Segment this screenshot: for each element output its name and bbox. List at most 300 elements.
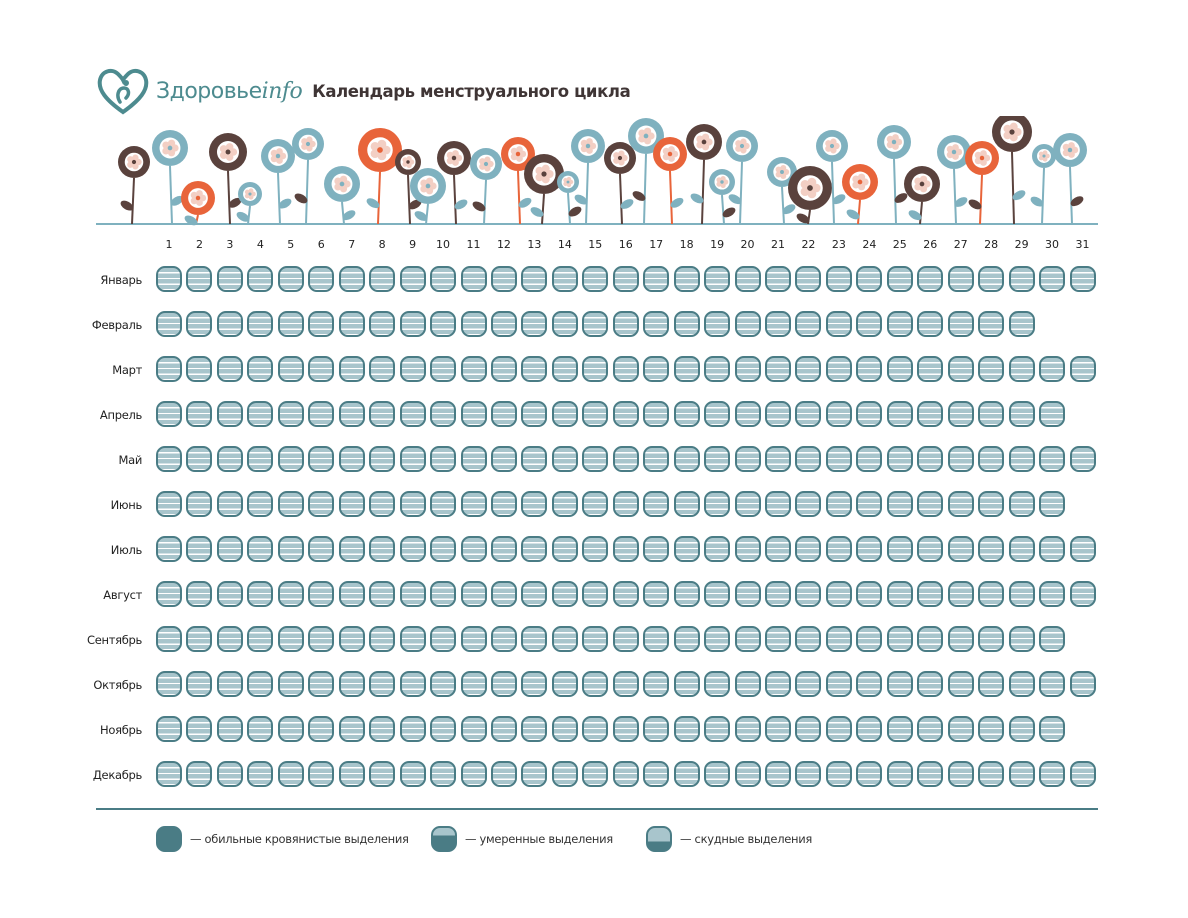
- day-cell[interactable]: [461, 446, 487, 472]
- day-cell[interactable]: [156, 446, 182, 472]
- day-cell[interactable]: [795, 671, 821, 697]
- day-cell[interactable]: [247, 401, 273, 427]
- day-cell[interactable]: [765, 311, 791, 337]
- day-cell[interactable]: [1009, 536, 1035, 562]
- day-cell[interactable]: [948, 761, 974, 787]
- day-cell[interactable]: [765, 581, 791, 607]
- day-cell[interactable]: [369, 581, 395, 607]
- day-cell[interactable]: [369, 671, 395, 697]
- day-cell[interactable]: [1039, 716, 1065, 742]
- day-cell[interactable]: [978, 761, 1004, 787]
- day-cell[interactable]: [1009, 446, 1035, 472]
- day-cell[interactable]: [795, 311, 821, 337]
- day-cell[interactable]: [582, 626, 608, 652]
- day-cell[interactable]: [613, 716, 639, 742]
- day-cell[interactable]: [887, 671, 913, 697]
- day-cell[interactable]: [521, 716, 547, 742]
- day-cell[interactable]: [461, 626, 487, 652]
- day-cell[interactable]: [674, 446, 700, 472]
- day-cell[interactable]: [461, 761, 487, 787]
- day-cell[interactable]: [856, 536, 882, 562]
- day-cell[interactable]: [430, 311, 456, 337]
- day-cell[interactable]: [795, 761, 821, 787]
- day-cell[interactable]: [978, 626, 1004, 652]
- day-cell[interactable]: [887, 716, 913, 742]
- day-cell[interactable]: [765, 401, 791, 427]
- day-cell[interactable]: [186, 401, 212, 427]
- day-cell[interactable]: [1070, 356, 1096, 382]
- day-cell[interactable]: [674, 626, 700, 652]
- day-cell[interactable]: [613, 761, 639, 787]
- day-cell[interactable]: [856, 716, 882, 742]
- day-cell[interactable]: [948, 581, 974, 607]
- day-cell[interactable]: [339, 581, 365, 607]
- day-cell[interactable]: [339, 446, 365, 472]
- day-cell[interactable]: [461, 401, 487, 427]
- day-cell[interactable]: [521, 266, 547, 292]
- day-cell[interactable]: [887, 311, 913, 337]
- day-cell[interactable]: [735, 761, 761, 787]
- day-cell[interactable]: [643, 446, 669, 472]
- day-cell[interactable]: [887, 401, 913, 427]
- day-cell[interactable]: [247, 581, 273, 607]
- day-cell[interactable]: [704, 581, 730, 607]
- day-cell[interactable]: [582, 401, 608, 427]
- day-cell[interactable]: [217, 536, 243, 562]
- day-cell[interactable]: [948, 356, 974, 382]
- day-cell[interactable]: [582, 356, 608, 382]
- day-cell[interactable]: [826, 581, 852, 607]
- day-cell[interactable]: [917, 401, 943, 427]
- day-cell[interactable]: [856, 446, 882, 472]
- day-cell[interactable]: [978, 536, 1004, 562]
- day-cell[interactable]: [400, 716, 426, 742]
- day-cell[interactable]: [704, 401, 730, 427]
- day-cell[interactable]: [704, 311, 730, 337]
- day-cell[interactable]: [430, 581, 456, 607]
- day-cell[interactable]: [917, 356, 943, 382]
- day-cell[interactable]: [1009, 401, 1035, 427]
- day-cell[interactable]: [156, 536, 182, 562]
- day-cell[interactable]: [856, 761, 882, 787]
- day-cell[interactable]: [674, 761, 700, 787]
- day-cell[interactable]: [400, 356, 426, 382]
- day-cell[interactable]: [430, 536, 456, 562]
- day-cell[interactable]: [339, 356, 365, 382]
- day-cell[interactable]: [948, 446, 974, 472]
- day-cell[interactable]: [795, 446, 821, 472]
- day-cell[interactable]: [674, 491, 700, 517]
- day-cell[interactable]: [978, 581, 1004, 607]
- day-cell[interactable]: [461, 266, 487, 292]
- day-cell[interactable]: [461, 311, 487, 337]
- day-cell[interactable]: [217, 716, 243, 742]
- day-cell[interactable]: [186, 581, 212, 607]
- day-cell[interactable]: [1009, 761, 1035, 787]
- day-cell[interactable]: [217, 401, 243, 427]
- day-cell[interactable]: [735, 401, 761, 427]
- day-cell[interactable]: [430, 356, 456, 382]
- day-cell[interactable]: [856, 356, 882, 382]
- day-cell[interactable]: [917, 761, 943, 787]
- day-cell[interactable]: [826, 626, 852, 652]
- day-cell[interactable]: [1070, 266, 1096, 292]
- day-cell[interactable]: [278, 401, 304, 427]
- day-cell[interactable]: [186, 356, 212, 382]
- day-cell[interactable]: [735, 671, 761, 697]
- day-cell[interactable]: [278, 581, 304, 607]
- day-cell[interactable]: [186, 536, 212, 562]
- day-cell[interactable]: [186, 446, 212, 472]
- day-cell[interactable]: [795, 536, 821, 562]
- day-cell[interactable]: [552, 761, 578, 787]
- day-cell[interactable]: [917, 671, 943, 697]
- day-cell[interactable]: [339, 761, 365, 787]
- day-cell[interactable]: [765, 761, 791, 787]
- day-cell[interactable]: [308, 491, 334, 517]
- day-cell[interactable]: [521, 536, 547, 562]
- day-cell[interactable]: [552, 581, 578, 607]
- day-cell[interactable]: [278, 536, 304, 562]
- day-cell[interactable]: [826, 266, 852, 292]
- day-cell[interactable]: [765, 356, 791, 382]
- day-cell[interactable]: [430, 266, 456, 292]
- day-cell[interactable]: [917, 716, 943, 742]
- day-cell[interactable]: [613, 671, 639, 697]
- day-cell[interactable]: [461, 356, 487, 382]
- day-cell[interactable]: [278, 626, 304, 652]
- day-cell[interactable]: [278, 761, 304, 787]
- day-cell[interactable]: [430, 716, 456, 742]
- day-cell[interactable]: [339, 626, 365, 652]
- day-cell[interactable]: [704, 446, 730, 472]
- day-cell[interactable]: [400, 266, 426, 292]
- day-cell[interactable]: [552, 311, 578, 337]
- day-cell[interactable]: [430, 671, 456, 697]
- day-cell[interactable]: [704, 671, 730, 697]
- day-cell[interactable]: [156, 311, 182, 337]
- day-cell[interactable]: [735, 581, 761, 607]
- day-cell[interactable]: [795, 401, 821, 427]
- day-cell[interactable]: [674, 581, 700, 607]
- day-cell[interactable]: [1009, 626, 1035, 652]
- day-cell[interactable]: [735, 356, 761, 382]
- day-cell[interactable]: [582, 536, 608, 562]
- day-cell[interactable]: [308, 581, 334, 607]
- day-cell[interactable]: [795, 356, 821, 382]
- day-cell[interactable]: [217, 671, 243, 697]
- day-cell[interactable]: [1039, 356, 1065, 382]
- day-cell[interactable]: [735, 266, 761, 292]
- day-cell[interactable]: [826, 536, 852, 562]
- day-cell[interactable]: [613, 311, 639, 337]
- day-cell[interactable]: [887, 581, 913, 607]
- day-cell[interactable]: [704, 491, 730, 517]
- day-cell[interactable]: [978, 266, 1004, 292]
- day-cell[interactable]: [948, 626, 974, 652]
- day-cell[interactable]: [887, 491, 913, 517]
- day-cell[interactable]: [674, 401, 700, 427]
- day-cell[interactable]: [400, 401, 426, 427]
- day-cell[interactable]: [217, 446, 243, 472]
- day-cell[interactable]: [978, 716, 1004, 742]
- day-cell[interactable]: [704, 761, 730, 787]
- day-cell[interactable]: [917, 266, 943, 292]
- day-cell[interactable]: [735, 446, 761, 472]
- day-cell[interactable]: [1039, 581, 1065, 607]
- day-cell[interactable]: [156, 356, 182, 382]
- day-cell[interactable]: [917, 626, 943, 652]
- day-cell[interactable]: [339, 671, 365, 697]
- day-cell[interactable]: [247, 266, 273, 292]
- day-cell[interactable]: [674, 536, 700, 562]
- day-cell[interactable]: [278, 311, 304, 337]
- day-cell[interactable]: [217, 266, 243, 292]
- day-cell[interactable]: [461, 716, 487, 742]
- day-cell[interactable]: [1039, 626, 1065, 652]
- day-cell[interactable]: [369, 311, 395, 337]
- day-cell[interactable]: [735, 626, 761, 652]
- day-cell[interactable]: [491, 311, 517, 337]
- day-cell[interactable]: [156, 671, 182, 697]
- day-cell[interactable]: [308, 446, 334, 472]
- day-cell[interactable]: [582, 671, 608, 697]
- day-cell[interactable]: [278, 446, 304, 472]
- day-cell[interactable]: [1070, 536, 1096, 562]
- day-cell[interactable]: [552, 401, 578, 427]
- day-cell[interactable]: [917, 491, 943, 517]
- day-cell[interactable]: [948, 311, 974, 337]
- day-cell[interactable]: [521, 671, 547, 697]
- day-cell[interactable]: [826, 311, 852, 337]
- day-cell[interactable]: [491, 536, 517, 562]
- day-cell[interactable]: [735, 491, 761, 517]
- day-cell[interactable]: [826, 491, 852, 517]
- day-cell[interactable]: [582, 491, 608, 517]
- day-cell[interactable]: [369, 761, 395, 787]
- day-cell[interactable]: [1039, 266, 1065, 292]
- day-cell[interactable]: [674, 356, 700, 382]
- day-cell[interactable]: [521, 446, 547, 472]
- day-cell[interactable]: [369, 626, 395, 652]
- day-cell[interactable]: [521, 581, 547, 607]
- day-cell[interactable]: [948, 401, 974, 427]
- day-cell[interactable]: [186, 761, 212, 787]
- day-cell[interactable]: [1039, 401, 1065, 427]
- day-cell[interactable]: [186, 266, 212, 292]
- day-cell[interactable]: [1070, 671, 1096, 697]
- day-cell[interactable]: [217, 356, 243, 382]
- day-cell[interactable]: [156, 761, 182, 787]
- day-cell[interactable]: [948, 536, 974, 562]
- day-cell[interactable]: [674, 266, 700, 292]
- day-cell[interactable]: [674, 311, 700, 337]
- day-cell[interactable]: [917, 311, 943, 337]
- day-cell[interactable]: [308, 626, 334, 652]
- day-cell[interactable]: [856, 671, 882, 697]
- day-cell[interactable]: [247, 536, 273, 562]
- day-cell[interactable]: [521, 761, 547, 787]
- day-cell[interactable]: [704, 356, 730, 382]
- day-cell[interactable]: [247, 446, 273, 472]
- day-cell[interactable]: [491, 671, 517, 697]
- day-cell[interactable]: [948, 491, 974, 517]
- day-cell[interactable]: [948, 716, 974, 742]
- day-cell[interactable]: [826, 356, 852, 382]
- day-cell[interactable]: [247, 491, 273, 517]
- day-cell[interactable]: [674, 671, 700, 697]
- day-cell[interactable]: [856, 626, 882, 652]
- day-cell[interactable]: [308, 401, 334, 427]
- day-cell[interactable]: [674, 716, 700, 742]
- day-cell[interactable]: [430, 761, 456, 787]
- day-cell[interactable]: [369, 266, 395, 292]
- day-cell[interactable]: [795, 581, 821, 607]
- day-cell[interactable]: [430, 401, 456, 427]
- day-cell[interactable]: [247, 311, 273, 337]
- day-cell[interactable]: [156, 581, 182, 607]
- day-cell[interactable]: [430, 626, 456, 652]
- day-cell[interactable]: [978, 671, 1004, 697]
- day-cell[interactable]: [369, 401, 395, 427]
- day-cell[interactable]: [765, 671, 791, 697]
- day-cell[interactable]: [1009, 311, 1035, 337]
- day-cell[interactable]: [795, 716, 821, 742]
- day-cell[interactable]: [339, 536, 365, 562]
- day-cell[interactable]: [400, 671, 426, 697]
- day-cell[interactable]: [643, 761, 669, 787]
- day-cell[interactable]: [765, 716, 791, 742]
- day-cell[interactable]: [582, 446, 608, 472]
- day-cell[interactable]: [521, 311, 547, 337]
- day-cell[interactable]: [369, 356, 395, 382]
- day-cell[interactable]: [430, 491, 456, 517]
- day-cell[interactable]: [400, 626, 426, 652]
- day-cell[interactable]: [978, 446, 1004, 472]
- day-cell[interactable]: [795, 266, 821, 292]
- day-cell[interactable]: [765, 626, 791, 652]
- day-cell[interactable]: [643, 581, 669, 607]
- day-cell[interactable]: [156, 626, 182, 652]
- day-cell[interactable]: [856, 311, 882, 337]
- day-cell[interactable]: [308, 266, 334, 292]
- day-cell[interactable]: [491, 581, 517, 607]
- day-cell[interactable]: [339, 491, 365, 517]
- day-cell[interactable]: [339, 266, 365, 292]
- day-cell[interactable]: [887, 761, 913, 787]
- day-cell[interactable]: [1009, 581, 1035, 607]
- day-cell[interactable]: [308, 311, 334, 337]
- day-cell[interactable]: [582, 716, 608, 742]
- day-cell[interactable]: [156, 401, 182, 427]
- day-cell[interactable]: [186, 311, 212, 337]
- day-cell[interactable]: [1070, 446, 1096, 472]
- day-cell[interactable]: [1009, 266, 1035, 292]
- day-cell[interactable]: [643, 491, 669, 517]
- day-cell[interactable]: [948, 266, 974, 292]
- day-cell[interactable]: [521, 626, 547, 652]
- day-cell[interactable]: [887, 536, 913, 562]
- day-cell[interactable]: [735, 311, 761, 337]
- day-cell[interactable]: [582, 761, 608, 787]
- day-cell[interactable]: [917, 581, 943, 607]
- day-cell[interactable]: [552, 356, 578, 382]
- day-cell[interactable]: [856, 401, 882, 427]
- day-cell[interactable]: [856, 491, 882, 517]
- day-cell[interactable]: [278, 356, 304, 382]
- day-cell[interactable]: [217, 581, 243, 607]
- day-cell[interactable]: [826, 401, 852, 427]
- day-cell[interactable]: [552, 671, 578, 697]
- day-cell[interactable]: [461, 581, 487, 607]
- day-cell[interactable]: [186, 626, 212, 652]
- day-cell[interactable]: [826, 761, 852, 787]
- day-cell[interactable]: [978, 491, 1004, 517]
- day-cell[interactable]: [521, 491, 547, 517]
- day-cell[interactable]: [795, 491, 821, 517]
- day-cell[interactable]: [765, 446, 791, 472]
- day-cell[interactable]: [856, 581, 882, 607]
- day-cell[interactable]: [1009, 356, 1035, 382]
- day-cell[interactable]: [156, 491, 182, 517]
- day-cell[interactable]: [491, 401, 517, 427]
- day-cell[interactable]: [856, 266, 882, 292]
- day-cell[interactable]: [765, 536, 791, 562]
- day-cell[interactable]: [643, 356, 669, 382]
- day-cell[interactable]: [339, 311, 365, 337]
- day-cell[interactable]: [491, 356, 517, 382]
- day-cell[interactable]: [308, 356, 334, 382]
- day-cell[interactable]: [400, 311, 426, 337]
- day-cell[interactable]: [1039, 446, 1065, 472]
- day-cell[interactable]: [552, 491, 578, 517]
- day-cell[interactable]: [1039, 536, 1065, 562]
- day-cell[interactable]: [917, 536, 943, 562]
- day-cell[interactable]: [552, 446, 578, 472]
- day-cell[interactable]: [247, 761, 273, 787]
- day-cell[interactable]: [735, 716, 761, 742]
- day-cell[interactable]: [765, 491, 791, 517]
- day-cell[interactable]: [217, 761, 243, 787]
- day-cell[interactable]: [369, 491, 395, 517]
- day-cell[interactable]: [704, 626, 730, 652]
- day-cell[interactable]: [1070, 581, 1096, 607]
- day-cell[interactable]: [582, 266, 608, 292]
- day-cell[interactable]: [582, 581, 608, 607]
- day-cell[interactable]: [247, 356, 273, 382]
- day-cell[interactable]: [643, 626, 669, 652]
- day-cell[interactable]: [552, 716, 578, 742]
- day-cell[interactable]: [461, 671, 487, 697]
- day-cell[interactable]: [400, 536, 426, 562]
- day-cell[interactable]: [491, 626, 517, 652]
- day-cell[interactable]: [613, 536, 639, 562]
- day-cell[interactable]: [491, 446, 517, 472]
- day-cell[interactable]: [461, 536, 487, 562]
- day-cell[interactable]: [826, 671, 852, 697]
- day-cell[interactable]: [278, 671, 304, 697]
- day-cell[interactable]: [552, 536, 578, 562]
- day-cell[interactable]: [643, 671, 669, 697]
- day-cell[interactable]: [339, 401, 365, 427]
- day-cell[interactable]: [491, 266, 517, 292]
- day-cell[interactable]: [491, 716, 517, 742]
- day-cell[interactable]: [826, 446, 852, 472]
- day-cell[interactable]: [186, 716, 212, 742]
- day-cell[interactable]: [1039, 491, 1065, 517]
- day-cell[interactable]: [278, 716, 304, 742]
- day-cell[interactable]: [613, 266, 639, 292]
